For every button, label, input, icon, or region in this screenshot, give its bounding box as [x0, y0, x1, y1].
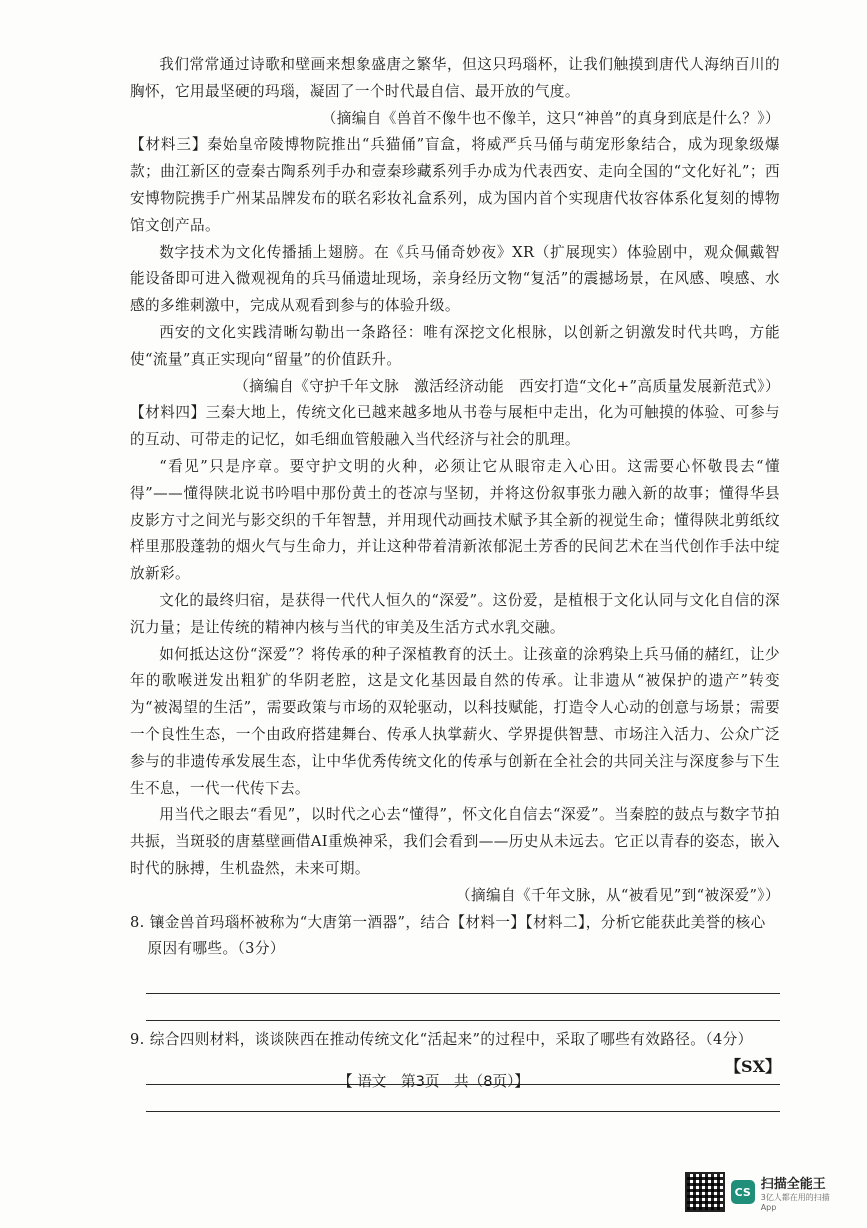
- paragraph: 文化的最终归宿，是获得一代代人恒久的“深爱”。这份爱，是植根于文化认同与文化自信的深沉力量；是让传统的精神内核与当代的审美及生活方式水乳交融。: [130, 591, 780, 636]
- question-8-text: 8. 镶金兽首玛瑙杯被称为“大唐第一酒器”，结合【材料一】【材料二】，分析它能获此美誉的核心: [130, 913, 766, 931]
- paragraph: 西安的文化实践清晰勾勒出一条路径：唯有深挖文化根脉，以创新之钥激发时代共鸣，方能使“流量”真正实现向“留量”的价值跃升。: [130, 323, 780, 368]
- page-footer: 【 语文 第3页 共（8页）】: [337, 1073, 530, 1090]
- paragraph: 我们常常通过诗歌和壁画来想象盛唐之繁华，但这只玛瑙杯，让我们触摸到唐代人海纳百川的胸怀，它用最坚硬的玛瑙，凝固了一个时代最自信、最开放的气度。: [130, 56, 780, 100]
- camscanner-logo-icon: CS: [731, 1180, 755, 1204]
- paragraph: 数字技术为文化传播插上翅膀。在《兵马俑奇妙夜》XR（扩展现实）体验剧中，观众佩戴智能设备即可进入微观视角的兵马俑遗址现场，亲身经历文物“复活”的震撼场景，在风感、嗅感、水感的多维刺激中，完成从观看到参与的体验升级。: [130, 243, 780, 315]
- paragraph: “看见”只是序章。要守护文明的火种，必须让它从眼帘走入心田。这需要心怀敬畏去“懂得”——懂得陕北说书吟唱中那份黄土的苍凉与坚韧，并将这份叙事张力融入新的故事；懂得华县皮影方寸之间光与影交织的千年智慧，并用现代动画技术赋予其全新的视觉生命；懂得陕北剪纸纹样里那股蓬勃的烟火气与生命力，并让这种带着清新浓郁泥土芳香的民间艺术在当代创作手法中绽放新彩。: [130, 457, 780, 583]
- paragraph: 用当代之眼去“看见”，以时代之心去“懂得”，怀文化自信去“深爱”。当秦腔的鼓点与数字节拍共振，当斑驳的唐墓壁画借AI重焕神采，我们会看到——历史从未远去。它正以青春的姿态，嵌入时代的脉搏，生机盎然，未来可期。: [130, 806, 780, 877]
- material-3-paragraph: 【材料三】秦始皇帝陵博物院推出“兵猫俑”盲盒，将威严兵马俑与萌宠形象结合，成为现象级爆款；曲江新区的壹秦古陶系列手办和壹秦珍藏系列手办成为代表西安、走向全国的“文化好礼”；西安博物院携手广州某品牌发布的联名彩妆礼盒系列，成为国内首个实现唐代妆容体系化复刻的博物馆文创产品。: [130, 136, 780, 234]
- region-tag: 【SX】: [725, 1057, 781, 1076]
- answer-line[interactable]: [146, 967, 780, 994]
- material-4-paragraph: 【材料四】三秦大地上，传统文化已越来越多地从书卷与展柜中走出，化为可触摸的体验、可参与的互动、可带走的记忆，如毛细血管般融入当代经济与社会的肌理。: [130, 404, 780, 449]
- answer-area-8[interactable]: [130, 967, 780, 1021]
- paragraph: 如何抵达这份“深爱”？将传承的种子深植教育的沃土。让孩童的涂鸦染上兵马俑的赭红，让少年的歌喉迸发出粗犷的华阴老腔，这是文化基因最自然的传承。让非遗从“被保护的遗产”转变为“被渴望的生活”，需要政策与市场的双轮驱动，以科技赋能，打造令人心动的创意与场景；需要一个良性生态，一个由政府搭建舞台、传承人执掌薪火、学界提供智慧、市场注入活力、公众广泛参与的非遗传承发展生态，让中华优秀传统文化的传承与创新在全社会的共同关注与深度参与下生生不息，一代一代传下去。: [130, 645, 780, 797]
- question-8-text-cont: 原因有哪些。（3分）: [147, 940, 285, 958]
- scanner-app-name: 扫描全能王: [760, 1176, 826, 1192]
- answer-line[interactable]: [146, 994, 780, 1021]
- source-citation: （摘编自《千年文脉，从“被看见”到“被深爱”》）: [455, 886, 780, 904]
- question-9-text: 9. 综合四则材料，谈谈陕西在推动传统文化“活起来”的过程中，采取了哪些有效路径。（4分）: [130, 1031, 753, 1049]
- scanner-watermark: [685, 1168, 845, 1216]
- qr-code-icon: [685, 1172, 725, 1212]
- scanner-slogan: 3亿人都在用的扫描App: [760, 1192, 830, 1212]
- source-citation: （摘编自《兽首不像牛也不像羊，这只“神兽”的真身到底是什么？》）: [321, 109, 780, 127]
- question-8: [130, 910, 780, 964]
- scanner-text: [761, 1173, 845, 1212]
- question-9: [130, 1027, 780, 1054]
- source-citation: （摘编自《守护千年文脉 激活经济动能 西安打造“文化+”高质量发展新范式》）: [234, 377, 780, 395]
- exam-content: [130, 52, 780, 1118]
